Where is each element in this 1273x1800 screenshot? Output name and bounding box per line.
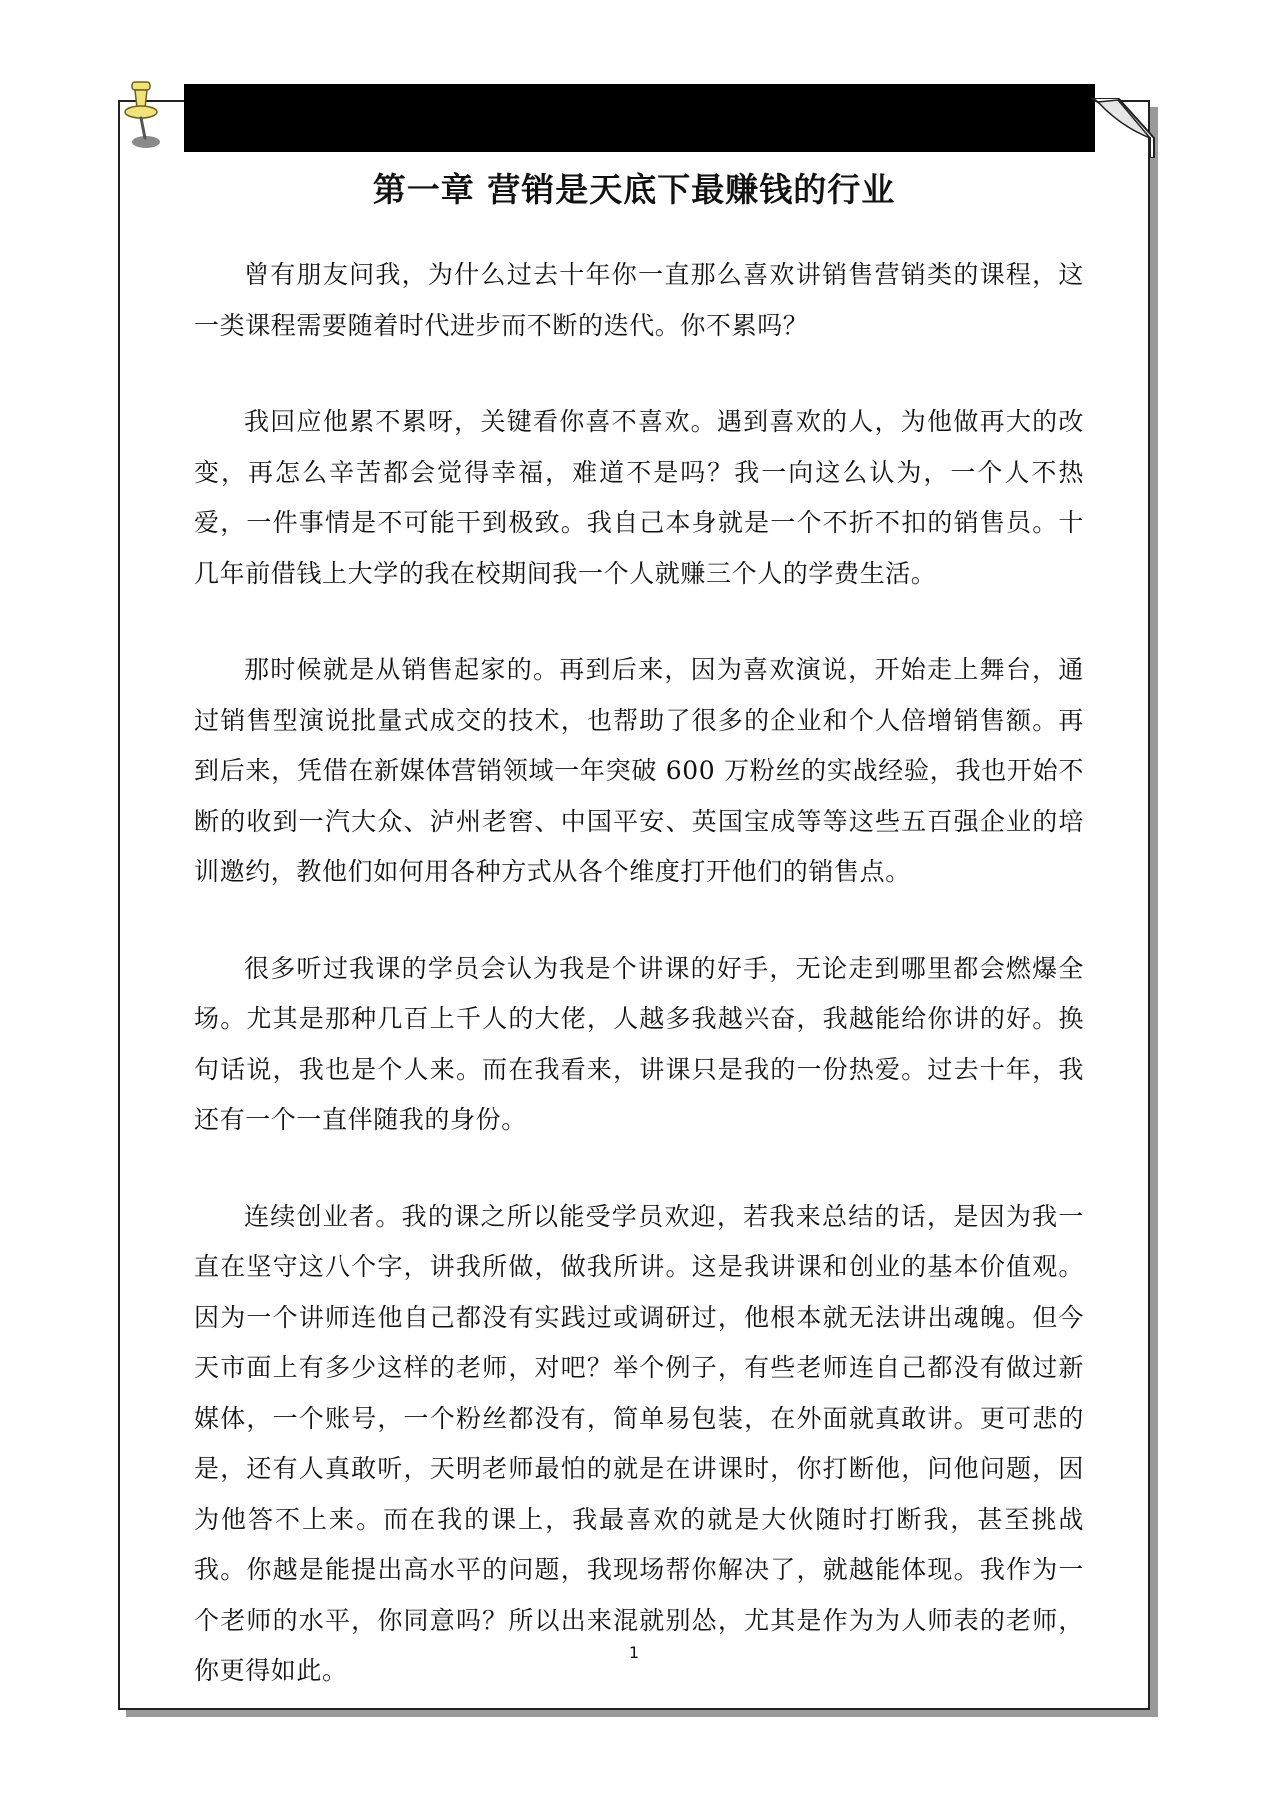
paragraph: 曾有朋友问我，为什么过去十年你一直那么喜欢讲销售营销类的课程，这一类课程需要随着时代进步而不断的迭代。你不累吗？ [194,260,1084,340]
pushpin-icon [118,80,166,150]
page-curl-icon [1090,98,1160,158]
paragraph: 连续创业者。我的课之所以能受学员欢迎，若我来总结的话，是因为我一直在坚守这八个字，讲我所做，做我所讲。这是我讲课和创业的基本价值观。因为一个讲师连他自己都没有实践过或调研过，他根本就无法讲出魂魄。但今天市面上有多少这样的老师，对吧？举个例子，有些老师连自己都没有做过新媒体，一个账号，一个粉丝都没有，简单易包装，在外面就真敢讲。更可悲的是，还有人真敢听，天明老师最怕的就是在讲课时，你打断他，问他问题，因为他答不上来。而在我的课上，我最喜欢的就是大伙随时打断我，甚至挑战我。你越是能提出高水平的问题，我现场帮你解决了，就越能体现。我作为一个老师的水平，你同意吗？所以出来混就别怂，尤其是作为为人师表的老师，你更得如此。 [194,1201,1084,1685]
paragraph: 我回应他累不累呀，关键看你喜不喜欢。遇到喜欢的人，为他做再大的改变，再怎么辛苦都会觉得幸福，难道不是吗？我一向这么认为，一个人不热爱，一件事情是不可能干到极致。我自己本身就是一个不折不扣的销售员。十几年前借钱上大学的我在校期间我一个人就赚三个人的学费生活。 [194,407,1084,588]
paragraph: 很多听过我课的学员会认为我是个讲课的好手，无论走到哪里都会燃爆全场。尤其是那种几百上千人的大佬，人越多我越兴奋，我越能给你讲的好。换句话说，我也是个人来。而在我看来，讲课只是我的一份热爱。过去十年，我还有一个一直伴随我的身份。 [194,953,1084,1134]
paragraph: 那时候就是从销售起家的。再到后来，因为喜欢演说，开始走上舞台，通过销售型演说批量式成交的技术，也帮助了很多的企业和个人倍增销售额。再到后来，凭借在新媒体营销领域一年突破 600 万粉丝的实战经验，我也开始不断的收到一汽大众、泸州老窖、中国平安、英国宝成等等这些五百强企业的培训邀约，教他们如何用各种方式从各个维度打开他们的销售点。 [194,655,1084,886]
page-number: 1 [628,1643,640,1662]
chapter-title: 第一章 营销是天底下最赚钱的行业 [372,170,896,209]
header-bar [184,84,1095,152]
document-body [194,250,1084,1743]
